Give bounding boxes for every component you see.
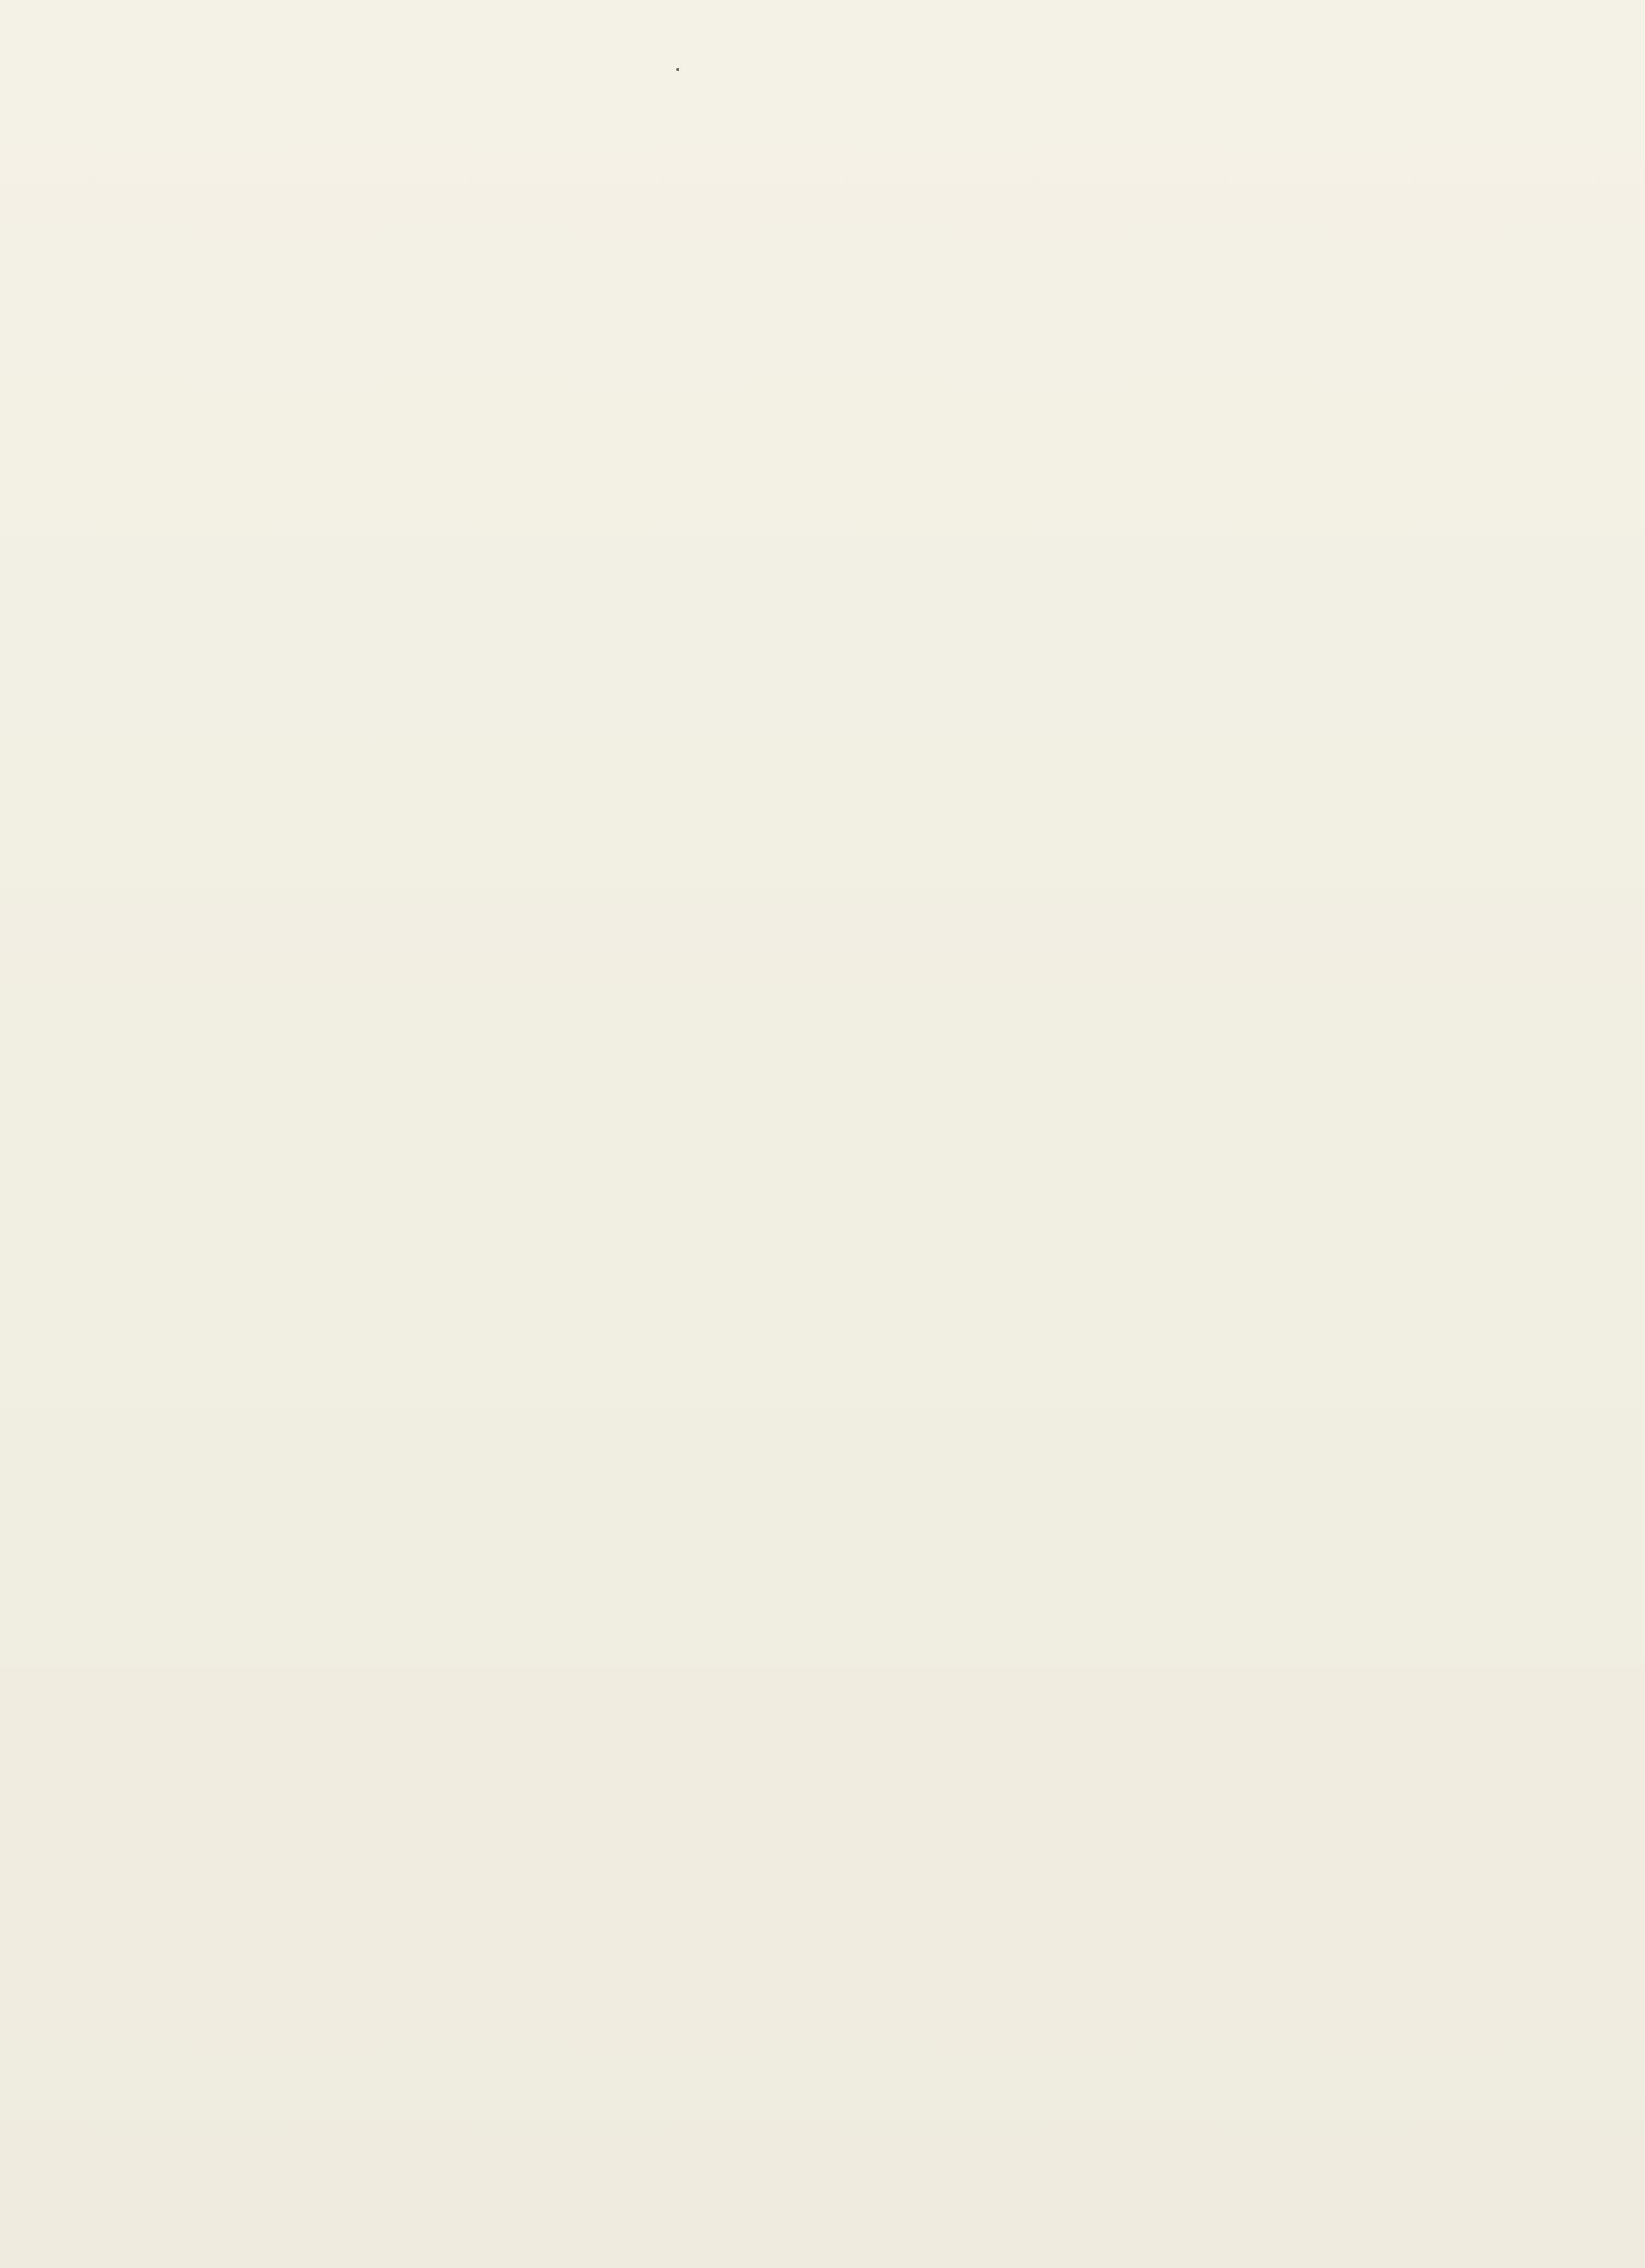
text-column xyxy=(227,74,1504,114)
print-speck xyxy=(676,68,679,71)
